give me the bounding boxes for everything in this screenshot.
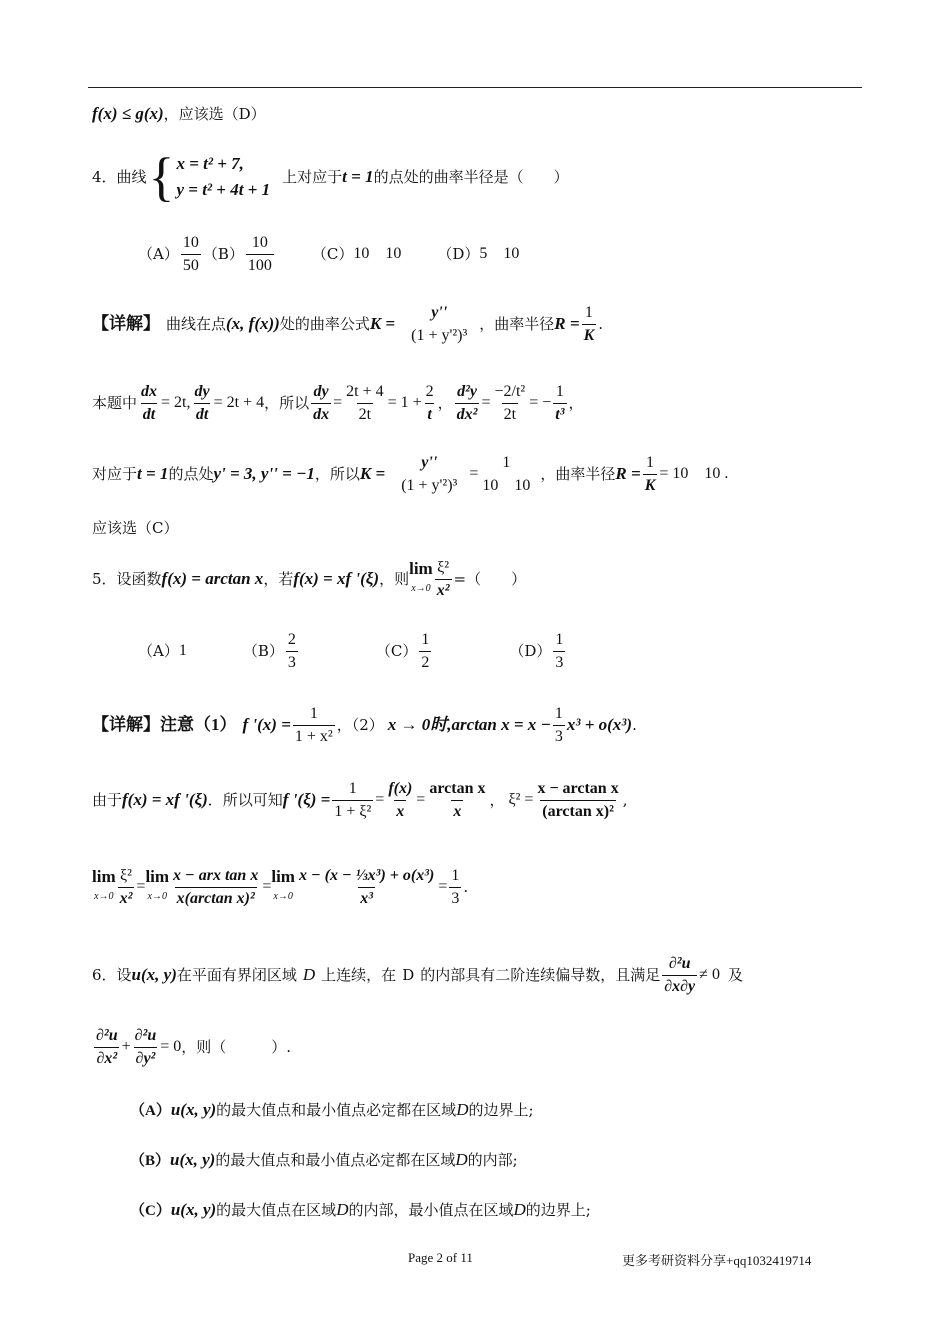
header-rule [88, 87, 862, 88]
q4-solution-line2: 本题中 $\frac{dx}{dt}$ = 2t, $\frac{dy}{dt}$ = 2t + 4 ，所以 $\frac{dy}{dx}$ = $\frac{2t + 4}{2t}$ = 1 + $\frac{2}{t}$ ， $\frac{\text{d²y}}{\text{dx²}}$ = $\frac{\text{−2/t²}}{2t}$ = − $\frac{1}{\text{t³}}$ ， [92, 382, 584, 423]
q6-stem: 6．设 u(x, y) 在平面有界闭区域 D 上连续，在 D 的内部具有二阶连续偏导数，且满足 ∂²u ∂x∂y ≠ 0 及 [92, 954, 743, 995]
q5-solution-line2: 由于 f(x) = xf '(ξ) ．所以可知 f '(ξ) = $\frac{1}{\text{1 + ξ²}}$ = $\frac{f(x)}{x}$ = $\frac{\text{arctan x}}{x}$ ， ξ² = $\frac{\text{x − arctan x}}{\text{(arctan x)²}}$ , [92, 779, 628, 820]
q4-options: （A） 10 50 （B） 10 100 （C） 10 10 （D） 5 10 [138, 233, 520, 274]
q6-condition: ∂²u ∂x² + $\frac{\text{∂²u}}{\text{∂y²}}$ = 0 ，则（ ）. [96, 1026, 292, 1067]
q6-option-b: （B）u(x, y)的最大值点和最小值点必定都在区域D的内部; [130, 1150, 518, 1169]
q4-solution-line1: 【详解】 曲线在点 (x, f(x)) 处的曲率公式 K = y'' (1 + y'²)³ ，曲率半径 R = $\frac{1}{K}$ . [92, 303, 604, 344]
q5-options: （A） 1 （B） 2 3 （C） 1 2 （D） 1 3 [138, 630, 564, 671]
q5-solution-line1: 【详解】注意（1） f '(x) = $\frac{1}{\text{1 + x²}}$ ，（2） x → 0时,arctan x = x − $\frac{1}{3}$ x³ + o(x³) . [92, 704, 637, 745]
q4-stem: 4．曲线 { x = t² + 7, y = t² + 4t + 1 上对应于 t = 1 的点处的曲率半径是（ ） [92, 147, 569, 207]
q4-answer: 应该选（C） [92, 519, 179, 537]
q6-option-c: （C）u(x, y)的最大值点在区域D的内部，最小值点在区域D的边界上; [130, 1200, 591, 1219]
footer-share: 更多考研资料分享+qq1032419714 [622, 1253, 812, 1268]
q6-option-a: （A）u(x, y)的最大值点和最小值点必定都在区域D的边界上; [130, 1100, 534, 1119]
top-line: f(x) ≤ g(x)，应该选（D） [92, 104, 266, 123]
q4-solution-line3: 对应于 t = 1 的点处 y' = 3, y'' = −1 ，所以 K = y'' (1 + y'²)³ = 1 10 10 ，曲率半径 R = $\frac{1}{K}$ = 10 10 . [92, 453, 729, 494]
q5-solution-line3: lim x→0 $\frac{\text{ξ²}}{\text{x²}}$ = lim x→0 x − arx tan x x(arctan x)² = lim x→0 $\frac{\text{x − (x − ⅓x³) + o(x³)}}{\text{x³}}$ = $\frac{1}{3}$ . [92, 866, 469, 907]
page-number: Page 2 of 11 [408, 1250, 473, 1265]
q5-stem: 5．设函数 f(x) = arctan x ，若 f(x) = xf '(ξ) ，则 lim x→0 $\frac{\text{ξ²}}{\text{x²}}$ =（ ） [92, 558, 527, 599]
